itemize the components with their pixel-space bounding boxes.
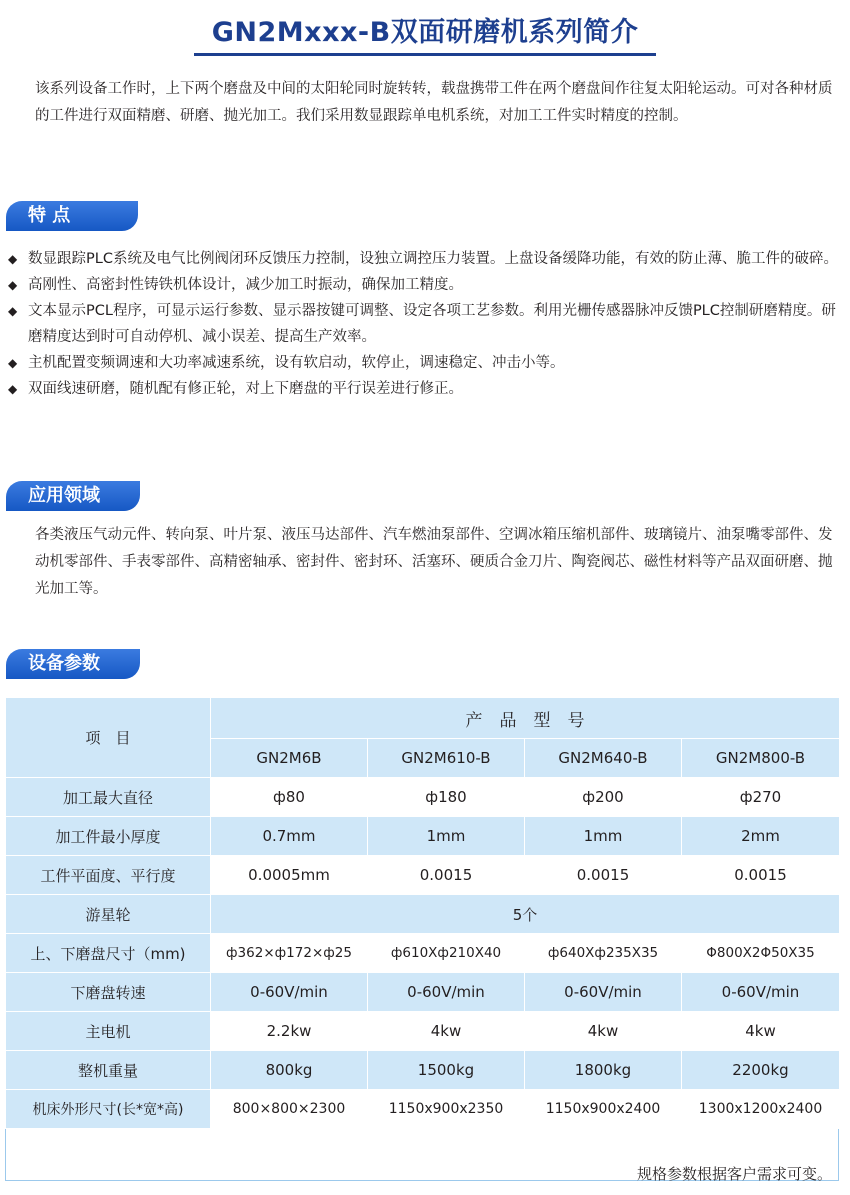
list-item: ◆ 数显跟踪PLC系统及电气比例阀闭环反馈压力控制，设独立调控压力装置。上盘设备缓降功能，有效的防止薄、脆工件的破碎。 (6, 246, 842, 272)
diamond-icon: ◆ (8, 252, 18, 266)
title-wrap (0, 10, 850, 56)
table-cell: 2200kg (682, 1051, 840, 1090)
table-cell: 0-60V/min (682, 973, 840, 1012)
table-cell: 800×800×2300 (211, 1090, 368, 1129)
table-cell: 4kw (368, 1012, 525, 1051)
table-row (6, 1012, 840, 1051)
table-cell: ф640Xф235X35 (525, 934, 682, 973)
row-label: 整机重量 (6, 1051, 211, 1090)
table-cell: 1150x900x2350 (368, 1090, 525, 1129)
application-paragraph (6, 522, 842, 603)
row-label: 上、下磨盘尺寸（mm) (6, 934, 211, 973)
table-header-row (6, 698, 840, 739)
list-item: ◆ 高刚性、高密封性铸铁机体设计，减少加工时振动，确保加工精度。 (6, 272, 842, 298)
table-row (6, 934, 840, 973)
list-item: ◆ 双面线速研磨，随机配有修正轮，对上下磨盘的平行误差进行修正。 (6, 376, 842, 402)
table-row (6, 856, 840, 895)
table-cell: 0.0015 (525, 856, 682, 895)
table-cell: 1500kg (368, 1051, 525, 1090)
table-cell: 0.0005mm (211, 856, 368, 895)
table-cell: 1300x1200x2400 (682, 1090, 840, 1129)
table-cell: ф80 (211, 778, 368, 817)
table-cell: ф610Xф210X40 (368, 934, 525, 973)
table-cell: 800kg (211, 1051, 368, 1090)
table-cell: 1mm (368, 817, 525, 856)
intro-paragraph (6, 76, 842, 130)
table-cell: ф180 (368, 778, 525, 817)
row-label: 加工件最小厚度 (6, 817, 211, 856)
features-section-tab: 特 点 (6, 201, 138, 231)
footnote: 规格参数根据客户需求可变。 (636, 1165, 832, 1183)
table-cell: 0-60V/min (368, 973, 525, 1012)
list-item: ◆ 文本显示PCL程序，可显示运行参数、显示器按键可调整、设定各项工艺参数。利用光栅传感器脉冲反馈PLC控制研磨精度。研磨精度达到时可自动停机、减小误差、提高生产效率。 (6, 298, 842, 350)
table-row (6, 1090, 840, 1129)
features-list (6, 246, 842, 402)
table-cell: Φ800X2Φ50X35 (682, 934, 840, 973)
table-cell: 1800kg (525, 1051, 682, 1090)
row-label: 下磨盘转速 (6, 973, 211, 1012)
row-label: 工件平面度、平行度 (6, 856, 211, 895)
model-cell: GN2M6B (211, 739, 368, 778)
diamond-icon: ◆ (8, 278, 18, 292)
table-row (6, 778, 840, 817)
table-cell: 5个 (211, 895, 840, 934)
row-label: 游星轮 (6, 895, 211, 934)
application-text: 各类液压气动元件、转向泵、叶片泵、液压马达部件、汽车燃油泵部件、空调冰箱压缩机部件、玻璃镜片、油泵嘴零部件、发动机零部件、手表零部件、高精密轴承、密封件、密封环、活塞环、硬质合金刀片、陶瓷阀芯、磁性材料等产品双面研磨、抛光加工等。 (35, 527, 833, 597)
table-cell: 2mm (682, 817, 840, 856)
table-cell: 0-60V/min (211, 973, 368, 1012)
table-cell: 0.0015 (368, 856, 525, 895)
table-row (6, 973, 840, 1012)
product-header: 产 品 型 号 (211, 698, 840, 739)
params-section-tab: 设备参数 (6, 649, 140, 679)
table-cell: ф270 (682, 778, 840, 817)
page-title: GN2Mxxx-B双面研磨机系列简介 (194, 10, 656, 56)
table-cell: 0-60V/min (525, 973, 682, 1012)
table-cell: ф200 (525, 778, 682, 817)
table-cell: 1mm (525, 817, 682, 856)
table-row (6, 817, 840, 856)
table-cell: 2.2kw (211, 1012, 368, 1051)
table-cell: 0.0015 (682, 856, 840, 895)
table-cell: 1150x900x2400 (525, 1090, 682, 1129)
model-cell: GN2M800-B (682, 739, 840, 778)
model-cell: GN2M640-B (525, 739, 682, 778)
table-row (6, 1051, 840, 1090)
table-cell: 0.7mm (211, 817, 368, 856)
item-header: 项 目 (6, 698, 211, 778)
diamond-icon: ◆ (8, 382, 18, 396)
list-item: ◆ 主机配置变频调速和大功率减速系统，设有软启动，软停止，调速稳定、冲击小等。 (6, 350, 842, 376)
row-label: 主电机 (6, 1012, 211, 1051)
table-cell: 4kw (525, 1012, 682, 1051)
row-label: 机床外形尺寸(长*宽*高) (6, 1090, 211, 1129)
table-cell: 4kw (682, 1012, 840, 1051)
diamond-icon: ◆ (8, 304, 18, 318)
model-cell: GN2M610-B (368, 739, 525, 778)
intro-text: 该系列设备工作时，上下两个磨盘及中间的太阳轮同时旋转转，载盘携带工件在两个磨盘间作往复太阳轮运动。可对各种材质的工件进行双面精磨、研磨、抛光加工。我们采用数显跟踪单电机系统，对加工工件实时精度的控制。 (35, 81, 833, 124)
application-section-tab: 应用领域 (6, 481, 140, 511)
spec-table (5, 697, 840, 1129)
diamond-icon: ◆ (8, 356, 18, 370)
table-cell: ф362×ф172×ф25 (211, 934, 368, 973)
row-label: 加工最大直径 (6, 778, 211, 817)
table-row (6, 895, 840, 934)
